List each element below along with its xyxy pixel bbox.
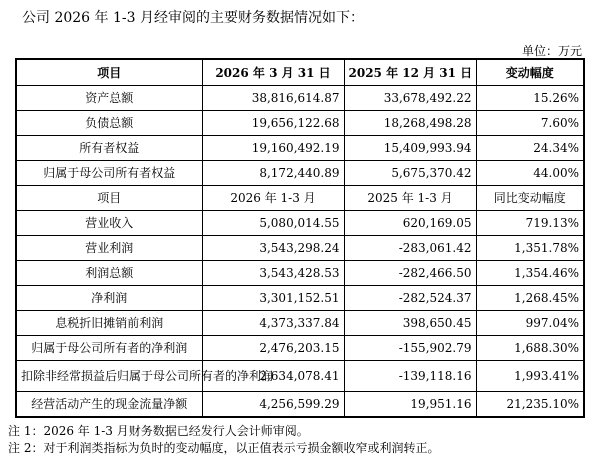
row-item: 负债总额: [16, 111, 202, 136]
row-change: 719.13%: [476, 211, 584, 236]
row-item: 资产总额: [16, 86, 202, 111]
table-row: [16, 86, 584, 111]
row-value-current: 3,301,152.51: [202, 286, 344, 311]
table-row: [16, 161, 584, 186]
header-row: [16, 59, 584, 86]
row-item: 营业收入: [16, 211, 202, 236]
intro-text: 公司 2026 年 1-3 月经审阅的主要财务数据情况如下：: [22, 10, 364, 26]
row-change: 1,688.30%: [476, 336, 584, 361]
row-change: 1,354.46%: [476, 261, 584, 286]
subheader-change: 同比变动幅度: [476, 186, 584, 211]
row-value-current: 4,373,337.84: [202, 311, 344, 336]
row-value-current: 19,160,492.19: [202, 136, 344, 161]
row-item: 净利润: [16, 286, 202, 311]
subheader-period-2026: 2026 年 1-3 月: [202, 186, 344, 211]
row-value-prior: -282,466.50: [344, 261, 476, 286]
row-change: 7.60%: [476, 111, 584, 136]
table-row: [16, 211, 584, 236]
row-item: 利润总额: [16, 261, 202, 286]
row-value-current: 5,080,014.55: [202, 211, 344, 236]
row-value-current: 3,543,298.24: [202, 236, 344, 261]
row-value-prior: 5,675,370.42: [344, 161, 476, 186]
row-item: 营业利润: [16, 236, 202, 261]
table-row: [16, 136, 584, 161]
row-value-prior: 15,409,993.94: [344, 136, 476, 161]
financial-table: [15, 58, 585, 418]
row-value-prior: 33,678,492.22: [344, 86, 476, 111]
header-change: 变动幅度: [476, 59, 584, 86]
table-row: [16, 236, 584, 261]
row-item: 经营活动产生的现金流量净额: [16, 392, 202, 418]
table-row: [16, 111, 584, 136]
row-value-current: 19,656,122.68: [202, 111, 344, 136]
row-value-prior: 19,951.16: [344, 392, 476, 418]
row-value-prior: -155,902.79: [344, 336, 476, 361]
row-item: 扣除非经常损益后归属于母公司所有者的净利润: [16, 361, 202, 392]
table-row: [16, 286, 584, 311]
row-change: 1,993.41%: [476, 361, 584, 392]
table-row: [16, 392, 584, 418]
header-item: 项目: [16, 59, 202, 86]
row-value-current: 4,256,599.29: [202, 392, 344, 418]
row-value-prior: -282,524.37: [344, 286, 476, 311]
footnote-1: 注 1：2026 年 1-3 月财务数据已经发行人会计师审阅。: [8, 424, 309, 438]
header-date-2025: 2025 年 12 月 31 日: [344, 59, 476, 86]
row-change: 44.00%: [476, 161, 584, 186]
row-change: 21,235.10%: [476, 392, 584, 418]
row-value-current: 3,543,428.53: [202, 261, 344, 286]
row-item: 所有者权益: [16, 136, 202, 161]
row-value-current: 8,172,440.89: [202, 161, 344, 186]
row-item: 归属于母公司所有者权益: [16, 161, 202, 186]
header-date-2026: 2026 年 3 月 31 日: [202, 59, 344, 86]
footnote-2: 注 2：对于利润类指标为负时的变动幅度，以正值表示亏损金额收窄或利润转正。: [8, 441, 440, 455]
row-change: 1,351.78%: [476, 236, 584, 261]
subheader-period-2025: 2025 年 1-3 月: [344, 186, 476, 211]
row-value-prior: 18,268,498.28: [344, 111, 476, 136]
row-value-prior: -283,061.42: [344, 236, 476, 261]
footnotes: [8, 423, 439, 457]
row-change: 24.34%: [476, 136, 584, 161]
row-value-current: 2,476,203.15: [202, 336, 344, 361]
table-row: [16, 311, 584, 336]
row-value-current: 38,816,614.87: [202, 86, 344, 111]
table-row: [16, 261, 584, 286]
row-change: 997.04%: [476, 311, 584, 336]
row-item: 归属于母公司所有者的净利润: [16, 336, 202, 361]
row-change: 1,268.45%: [476, 286, 584, 311]
subheader-item: 项目: [16, 186, 202, 211]
row-value-prior: 398,650.45: [344, 311, 476, 336]
row-value-prior: 620,169.05: [344, 211, 476, 236]
subheader-row: [16, 186, 584, 211]
table-row: [16, 361, 584, 392]
row-change: 15.26%: [476, 86, 584, 111]
row-item: 息税折旧摊销前利润: [16, 311, 202, 336]
row-value-prior: -139,118.16: [344, 361, 476, 392]
row-value-current: 2,634,078.41: [202, 361, 344, 392]
table-row: [16, 336, 584, 361]
unit-label: 单位：万元: [521, 44, 582, 58]
